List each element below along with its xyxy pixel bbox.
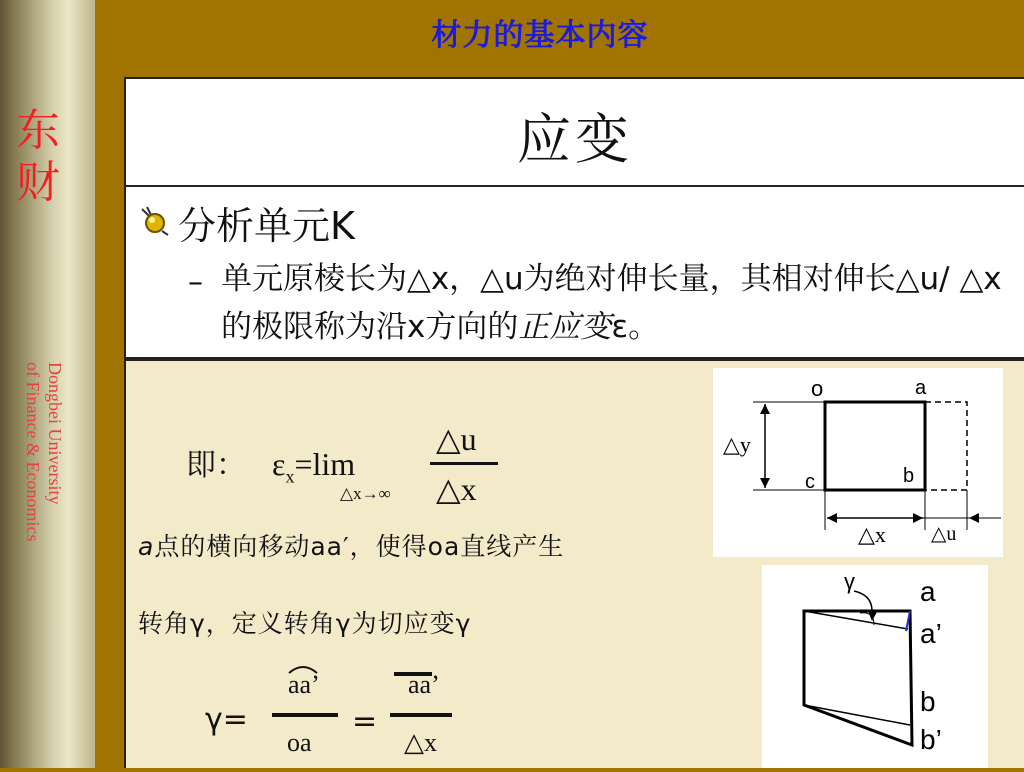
school-name-cn: 东 财: [16, 105, 60, 208]
slide-title-box: [124, 77, 1024, 187]
gamma-frac1-numerator: aa’: [288, 670, 320, 699]
formula-eps: [272, 446, 355, 487]
fraction-numerator: △u: [436, 421, 477, 457]
bullet-heading: 分析单元K: [178, 204, 355, 248]
shear-text-line2: 转角γ，定义转角γ为切应变γ: [138, 609, 472, 638]
point-b-label: b: [920, 686, 936, 717]
sub-dash: –: [188, 265, 203, 300]
shear-line1-text: 点的横向移动aa′，使得oa直线产生: [154, 532, 565, 561]
slide-title: 应变: [517, 108, 633, 171]
point-b-prime-label: b’: [920, 724, 942, 755]
sub-bullet-text: [221, 255, 1021, 351]
delta-x-label: △x: [858, 522, 886, 547]
bullet-box: [124, 187, 1024, 359]
gamma-frac1-bar: [272, 713, 338, 717]
sub-text-main: 单元原棱长为△x，△u为绝对伸长量，其相对伸长△u/ △x的极限称为沿x方向的: [221, 261, 1002, 345]
lim-subscript: △x→∞: [340, 484, 391, 503]
strain-diagram: [713, 368, 1003, 557]
delta-y-label: △y: [723, 432, 751, 457]
gamma-frac2-denominator: △x: [404, 728, 437, 757]
gamma-equation-label: γ=: [205, 702, 248, 737]
shear-text-line1: [138, 527, 564, 563]
decorative-sidebar: [0, 0, 95, 768]
eps-subscript: x: [285, 466, 295, 487]
school-name-en: Dongbei University of Finance & Economics: [23, 362, 65, 542]
formula-prefix: 即：: [186, 448, 246, 483]
delta-u-label: △u: [931, 523, 957, 545]
gamma-frac2-bar: [390, 713, 452, 717]
point-a-label: a: [920, 576, 936, 607]
point-c-label: c: [805, 471, 815, 493]
deck-title: 材力的基本内容: [431, 18, 649, 53]
gamma-label: γ: [844, 569, 855, 594]
point-b-label: b: [903, 465, 915, 487]
point-a-label: a: [915, 377, 927, 399]
gamma-equals: =: [352, 704, 378, 739]
eps-symbol: ε: [272, 446, 286, 482]
sub-text-end: ε。: [611, 309, 660, 345]
point-a-label: a: [138, 532, 155, 561]
sub-text-emphasis: 正应变: [518, 309, 612, 345]
bullet-bug-icon: [138, 205, 170, 237]
fraction-denominator: △x: [436, 471, 477, 507]
gamma-frac2-numerator: aa’: [408, 670, 440, 699]
fraction-bar: [430, 462, 498, 465]
lim-text: =lim: [294, 446, 356, 482]
shear-diagram: [762, 565, 988, 768]
point-a-prime-label: a’: [920, 618, 942, 649]
point-o-label: o: [811, 376, 824, 401]
gamma-frac1-denominator: oa: [287, 728, 312, 757]
